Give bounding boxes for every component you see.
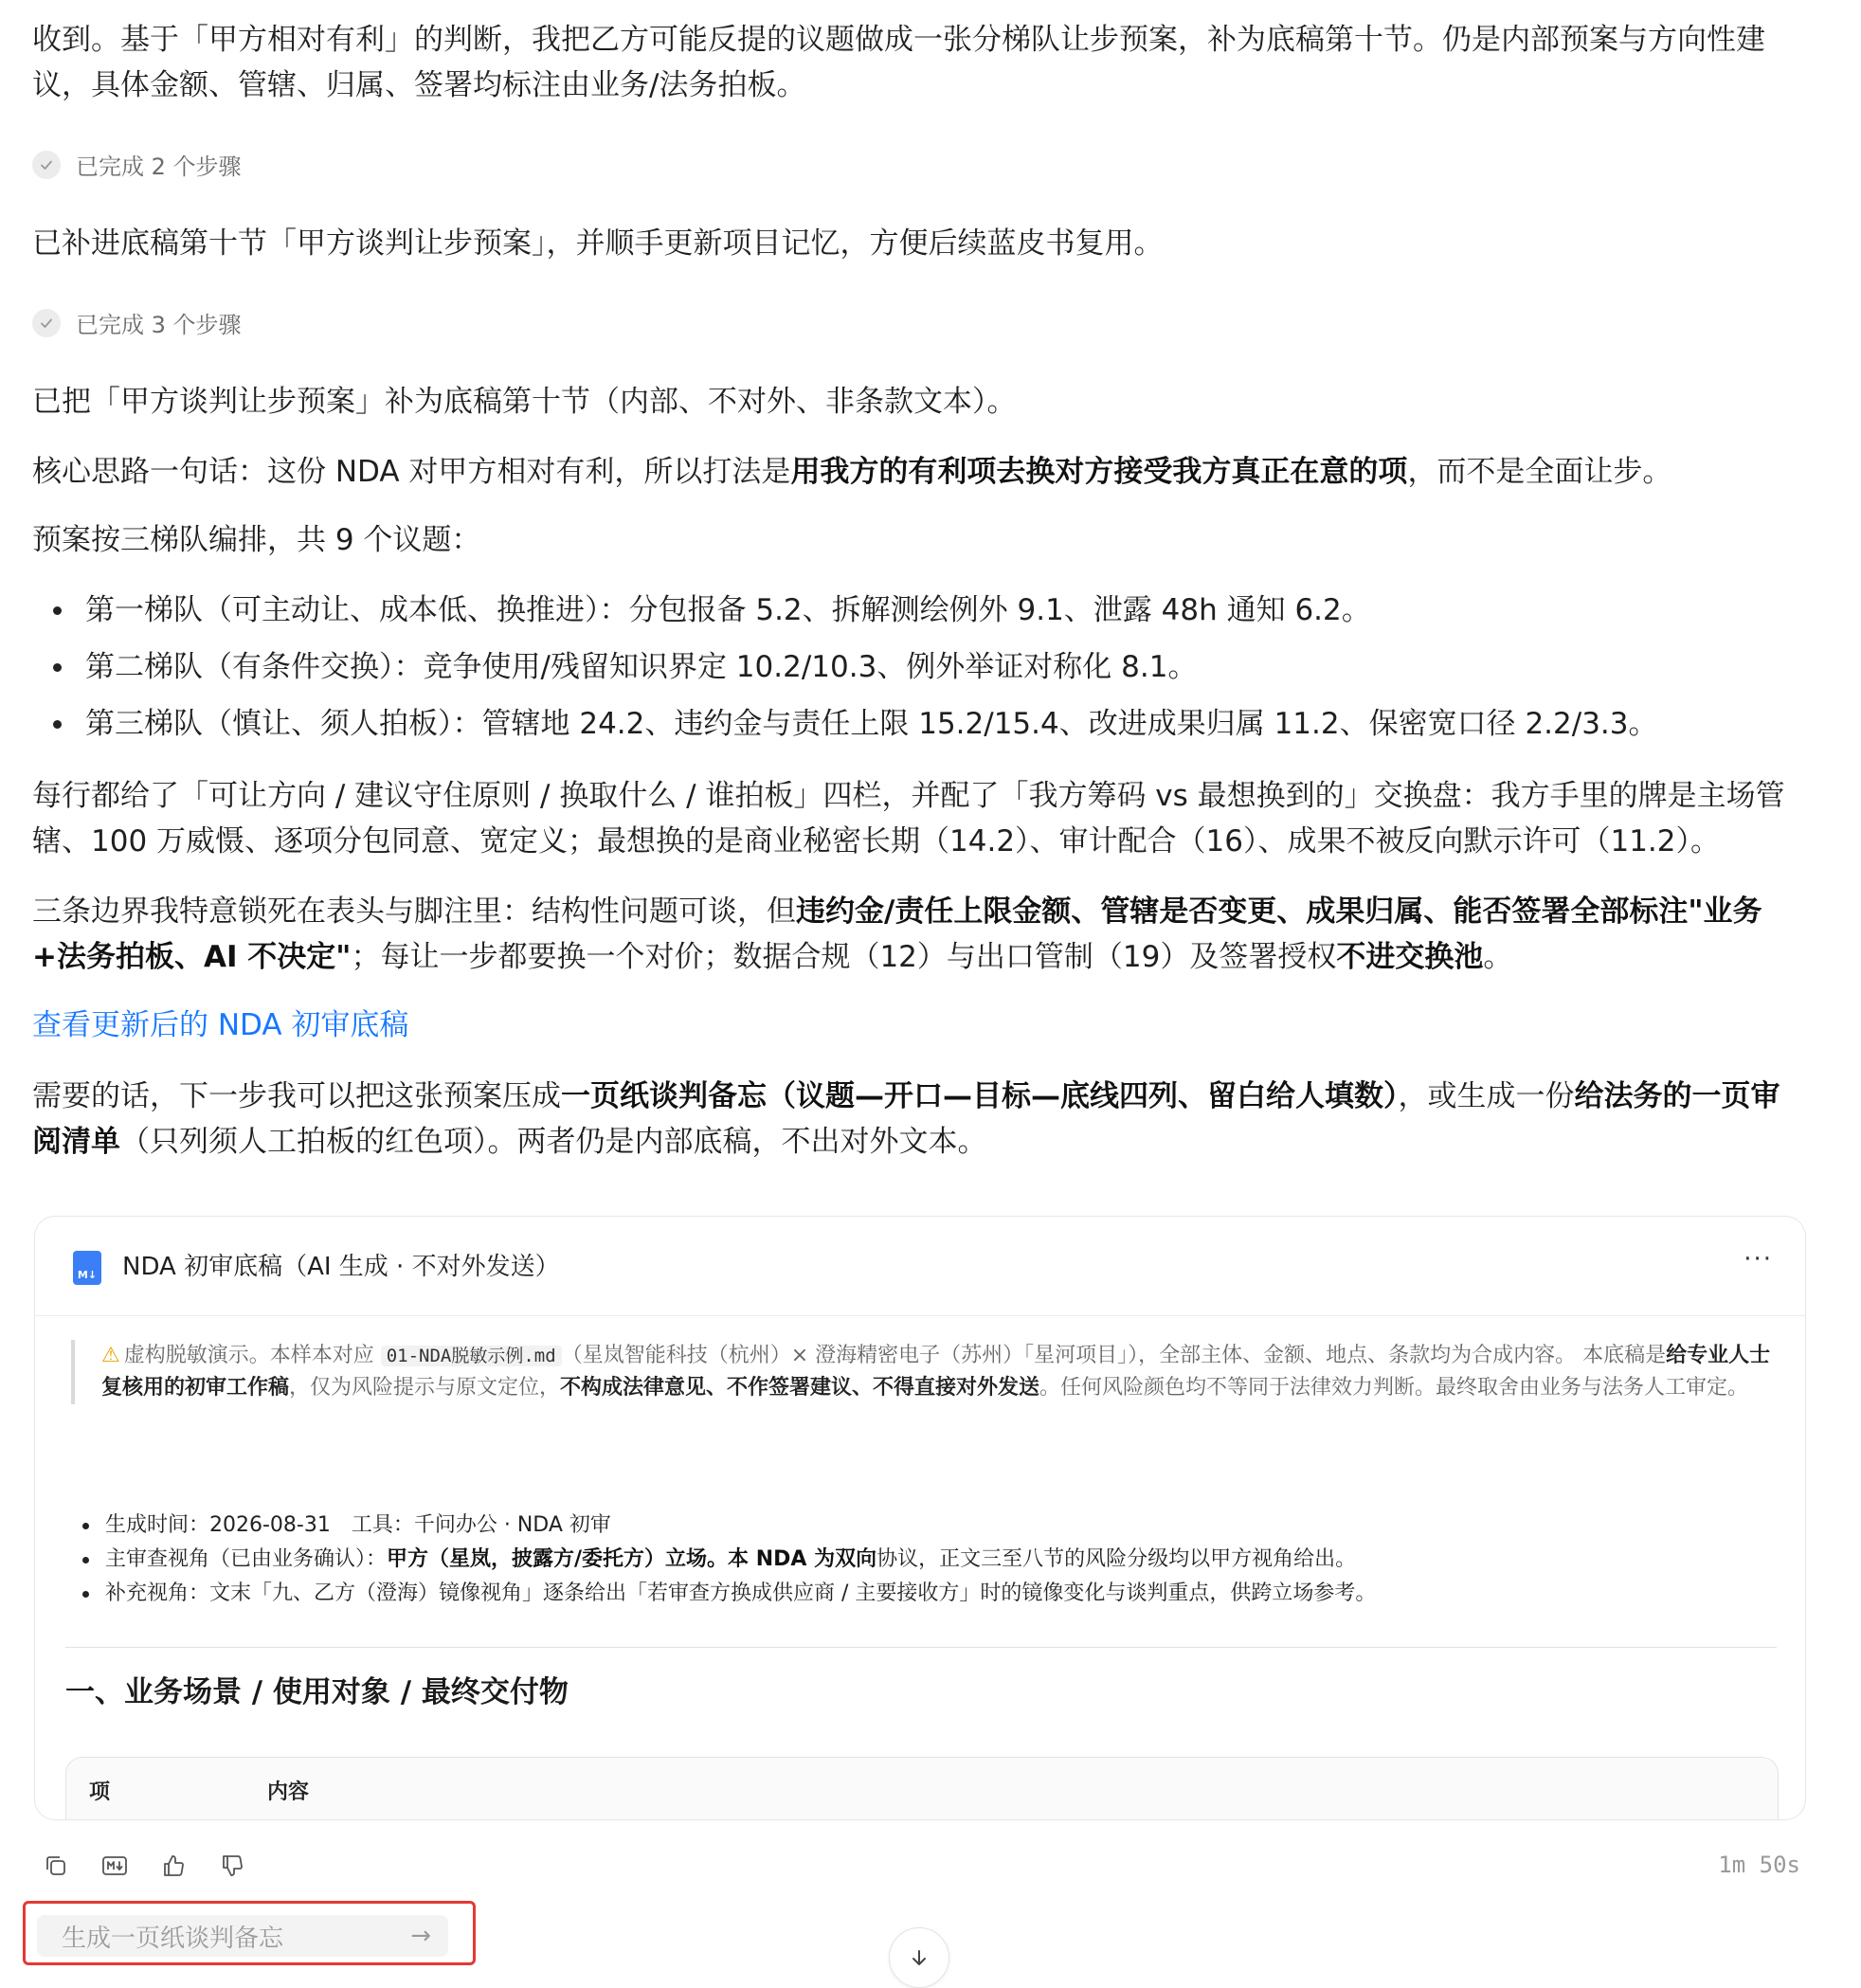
card-body [35, 1315, 1805, 1819]
more-options-icon[interactable]: ··· [1744, 1245, 1773, 1274]
tier-list [32, 587, 1804, 758]
suggestion-highlight [23, 1901, 476, 1965]
section-heading: 一、业务场景 / 使用对象 / 最终交付物 [65, 1675, 569, 1709]
summary-paragraph: 已把「甲方谈判让步预案」补为底稿第十节（内部、不对外、非条款文本）。 [32, 385, 1017, 419]
boundaries-paragraph: 三条边界我特意锁死在表头与脚注里：结构性问题可谈，但违约金/责任上限金额、管辖是否变更、成果归属、能否签署全部标注"业务+法务拍板、AI 不决定"；每让一步都要换一个对价；数据合规（12）与出口管制（19）及签署授权不进交换池。 [32, 895, 1762, 974]
meta-list [71, 1509, 1767, 1611]
tier-item-2: 第二梯队（有条件交换）：竞争使用/残留知识界定 10.2/10.3、例外举证对称化 8.1。 [32, 644, 1804, 690]
next-step-paragraph: 需要的话，下一步我可以把这张预案压成一页纸谈判备忘（议题—开口—目标—底线四列、留白给人填数），或生成一份给法务的一页审阅清单（只列须人工拍板的红色项）。两者仍是内部底稿，不出对外文本。 [32, 1079, 1780, 1159]
tier-item-3: 第三梯队（慎让、须人拍板）：管辖地 24.2、违约金与责任上限 15.2/15.4、改进成果归属 11.2、保密宽口径 2.2/3.3。 [32, 701, 1804, 747]
arrow-right-icon: → [410, 1922, 431, 1950]
steps-completed-label: 已完成 2 个步骤 [76, 154, 242, 180]
check-icon [32, 151, 61, 179]
update-note: 已补进底稿第十节「甲方谈判让步预案」，并顺手更新项目记忆，方便后续蓝皮书复用。 [32, 226, 1164, 261]
arrow-down-icon [908, 1946, 930, 1969]
view-updated-draft-link[interactable]: 查看更新后的 NDA 初审底稿 [32, 1008, 409, 1042]
tier-item-1: 第一梯队（可主动让、成本低、换推进）：分包报备 5.2、拆解测绘例外 9.1、泄露 48h 通知 6.2。 [32, 587, 1804, 633]
suggestion-button[interactable] [37, 1915, 448, 1957]
divider [65, 1647, 1777, 1648]
steps-completed-toggle-2[interactable] [32, 306, 242, 339]
markdown-file-icon: M↓ [73, 1251, 101, 1285]
core-idea-bold: 用我方的有利项去换对方接受我方真正在意的项 [790, 455, 1408, 489]
meta-review-perspective: 主审查视角（已由业务确认）：甲方（星岚，披露方/委托方）立场。本 NDA 为双向协议，正文三至八节的风险分级均以甲方视角给出。 [71, 1543, 1767, 1577]
message-actions [40, 1850, 248, 1882]
warning-icon: ⚠ [101, 1344, 120, 1367]
tiers-intro: 预案按三梯队编排，共 9 个议题： [32, 523, 481, 557]
card-header [35, 1217, 1805, 1316]
response-duration: 1m 50s [1718, 1852, 1800, 1878]
inline-code-filename: 01-NDA脱敏示例.md [381, 1346, 562, 1366]
table-header-cell: 内容 [267, 1780, 310, 1804]
scenario-table [65, 1757, 1779, 1819]
check-icon [32, 309, 61, 337]
table-header-row [66, 1758, 1778, 1819]
suggestion-label: 生成一页纸谈判备忘 [62, 1924, 284, 1953]
steps-completed-label: 已完成 3 个步骤 [76, 312, 242, 338]
table-header-cell: 项 [89, 1780, 111, 1804]
meta-supplementary-perspective: 补充视角：文末「九、乙方（澄海）镜像视角」逐条给出「若审查方换成供应商 / 主要接收方」时的镜像变化与谈判重点，供跨立场参考。 [71, 1577, 1767, 1611]
steps-completed-toggle[interactable] [32, 148, 242, 181]
meta-generated-time: 生成时间：2026-08-31 工具：千问办公 · NDA 初审 [71, 1509, 1767, 1543]
columns-note: 每行都给了「可让方向 / 建议守住原则 / 换取什么 / 谁拍板」四栏，并配了「我方筹码 vs 最想换到的」交换盘：我方手里的牌是主场管辖、100 万威慑、逐项分包同意、宽定义；最想换的是商业秘密长期（14.2）、审计配合（16）、成果不被反向默示许可（11.2）。 [32, 779, 1785, 858]
thumbs-down-icon[interactable] [216, 1850, 248, 1882]
document-preview-card[interactable] [34, 1216, 1806, 1820]
core-idea-paragraph: 核心思路一句话：这份 NDA 对甲方相对有利，所以打法是用我方的有利项去换对方接受我方真正在意的项，而不是全面让步。 [32, 455, 1672, 489]
card-title: NDA 初审底稿（AI 生成 · 不对外发送） [122, 1253, 560, 1281]
scroll-to-bottom-button[interactable] [889, 1927, 949, 1988]
thumbs-up-icon[interactable] [157, 1850, 190, 1882]
disclaimer-quote: ⚠ 虚构脱敏演示。本样本对应 01-NDA脱敏示例.md （星岚智能科技（杭州）× 澄海精密电子（苏州）「星河项目」），全部主体、金额、地点、条款均为合成内容。 本底稿是给专业人士复核用的初审工作稿，仅为风险提示与原文定位，不构成法律意见、不作签署建议、不得直接对外发送。任何风险颜色均不等同于法律效力判断。最终取舍由业务与法务人工审定。 [71, 1340, 1788, 1404]
copy-icon[interactable] [40, 1850, 72, 1882]
markdown-icon[interactable] [99, 1850, 131, 1882]
intro-paragraph: 收到。基于「甲方相对有利」的判断，我把乙方可能反提的议题做成一张分梯队让步预案，补为底稿第十节。仍是内部预案与方向性建议，具体金额、管辖、归属、签署均标注由业务/法务拍板。 [32, 23, 1765, 102]
